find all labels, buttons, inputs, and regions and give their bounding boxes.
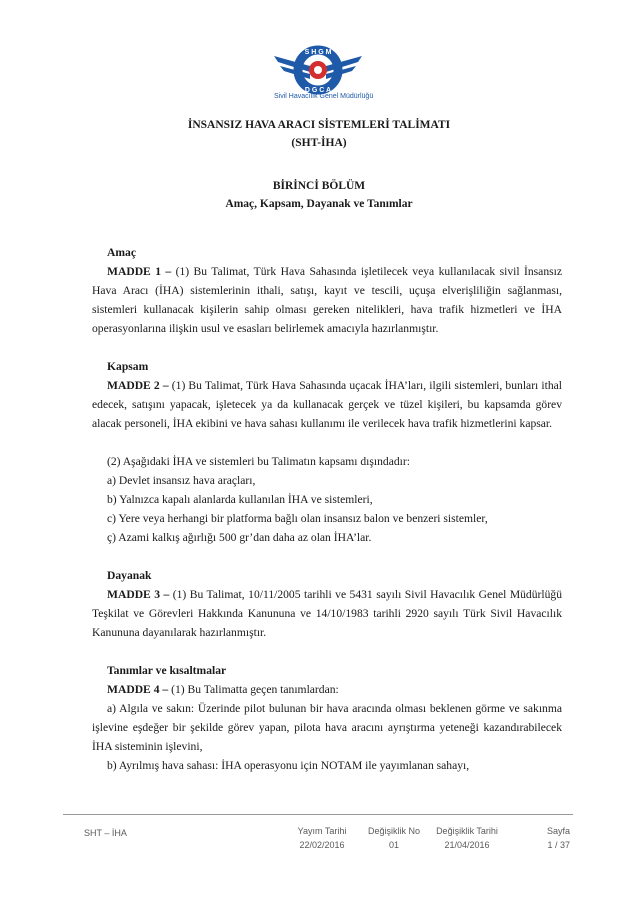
document-code: (SHT-İHA) bbox=[291, 137, 347, 149]
article-4-text: (1) Bu Talimatta geçen tanımlardan: bbox=[168, 683, 339, 696]
article-1-text: (1) Bu Talimat, Türk Hava Sahasında işletilecek veya kullanılacak sivil İnsansız Hava Aracı (İHA) sistemlerinin ithali, satışı, kayıt ve tescili, uçuşa elverişliliğin sağlanması, sistemleri kullanacak kişilerin sahip olması gereken nitelikleri, hava trafik hizmetleri ve İHA operasyonlarına ilişkin usul ve esasları belirlemek amacıyla hazırlanmıştır. bbox=[92, 265, 563, 335]
exclusion-item: a) Devlet insansız hava araçları, bbox=[107, 474, 256, 487]
footer-degisiklik-tarih bbox=[424, 824, 510, 852]
footer-sayfa-value: 1 / 37 bbox=[547, 840, 570, 850]
article-1-label: MADDE 1 – bbox=[107, 265, 172, 278]
footer-sayfa bbox=[522, 824, 570, 852]
document-title: İNSANSIZ HAVA ARACI SİSTEMLERİ TALİMATI bbox=[187, 119, 451, 131]
footer-degisiklik-no bbox=[362, 824, 426, 852]
logo-top-letters: S H G M bbox=[304, 49, 332, 56]
article-2-sub-intro: (2) Aşağıdaki İHA ve sistemleri bu Talimatın kapsamı dışındadır: bbox=[107, 455, 410, 468]
definition-item: b) Ayrılmış hava sahası: İHA operasyonu için NOTAM ile yayımlanan sahayı, bbox=[107, 759, 470, 772]
footer-yayim-value: 22/02/2016 bbox=[299, 840, 345, 850]
article-heading-dayanak: Dayanak bbox=[107, 569, 152, 582]
footer-divider bbox=[63, 814, 573, 815]
article-2-paragraph bbox=[92, 376, 562, 433]
footer-degisiklik-tarih-value: 21/04/2016 bbox=[444, 840, 490, 850]
article-4-label: MADDE 4 – bbox=[107, 683, 169, 696]
footer-yayim bbox=[282, 824, 362, 852]
article-3-paragraph bbox=[92, 585, 562, 642]
article-2-text: (1) Bu Talimat, Türk Hava Sahasında uçacak İHA’ları, ilgili sistemleri, bunları ithal edecek, satışını yapacak, işletecek ya da kullanacak gerçek ve tüzel kişileri, bu kapsamda görev alacak personeli, İHA ekibini ve hava sahası kullanımı ile verilecek hava trafik hizmetlerini kapsar. bbox=[92, 379, 563, 430]
article-2-label: MADDE 2 – bbox=[107, 379, 169, 392]
section-subtitle: Amaç, Kapsam, Dayanak ve Tanımlar bbox=[225, 198, 413, 210]
exclusion-item: c) Yere veya herhangi bir platforma bağlı olan insansız balon ve benzeri sistemler, bbox=[107, 512, 488, 525]
article-4-paragraph bbox=[92, 680, 562, 699]
footer-yayim-label: Yayım Tarihi bbox=[297, 826, 347, 836]
article-heading-tanimlar: Tanımlar ve kısaltmalar bbox=[107, 664, 227, 677]
article-3-text: (1) Bu Talimat, 10/11/2005 tarihli ve 5431 sayılı Sivil Havacılık Genel Müdürlüğü Teşkilat ve Görevleri Hakkında Kanununa ve 14/10/1983 tarihli 2920 sayılı Türk Sivil Havacılık Kanununa dayanılarak hazırlanmıştır. bbox=[92, 588, 562, 639]
document-body bbox=[92, 243, 562, 775]
article-3-label: MADDE 3 – bbox=[107, 588, 170, 601]
article-1-paragraph bbox=[92, 262, 562, 338]
footer-sayfa-label: Sayfa bbox=[546, 826, 570, 836]
logo-caption: Sivil Havacılık Genel Müdürlüğü bbox=[274, 93, 374, 100]
definition-item: a) Algıla ve sakın: Üzerinde pilot bulunan bir hava aracında olması beklenen görme ve sakınma işlevine eşdeğer bir şekilde görev yapan, pilota hava aracını ayrıştırma yeteneği kazandırabilecek İHA sisteminin işlevini, bbox=[92, 702, 562, 753]
footer-degisiklik-no-label: Değişiklik No bbox=[367, 826, 420, 836]
exclusion-item: b) Yalnızca kapalı alanlarda kullanılan İHA ve sistemleri, bbox=[107, 493, 373, 506]
article-heading-kapsam: Kapsam bbox=[107, 360, 149, 373]
footer-degisiklik-tarih-label: Değişiklik Tarihi bbox=[436, 826, 498, 836]
footer-doc-code: SHT – İHA bbox=[84, 828, 127, 838]
section-title: BİRİNCİ BÖLÜM bbox=[272, 180, 366, 192]
exclusion-item: ç) Azami kalkış ağırlığı 500 gr’dan daha az olan İHA’lar. bbox=[107, 531, 372, 544]
footer-degisiklik-no-value: 01 bbox=[388, 840, 399, 850]
article-heading-amac: Amaç bbox=[107, 246, 136, 259]
logo-bottom-letters: D G C A bbox=[304, 87, 332, 94]
